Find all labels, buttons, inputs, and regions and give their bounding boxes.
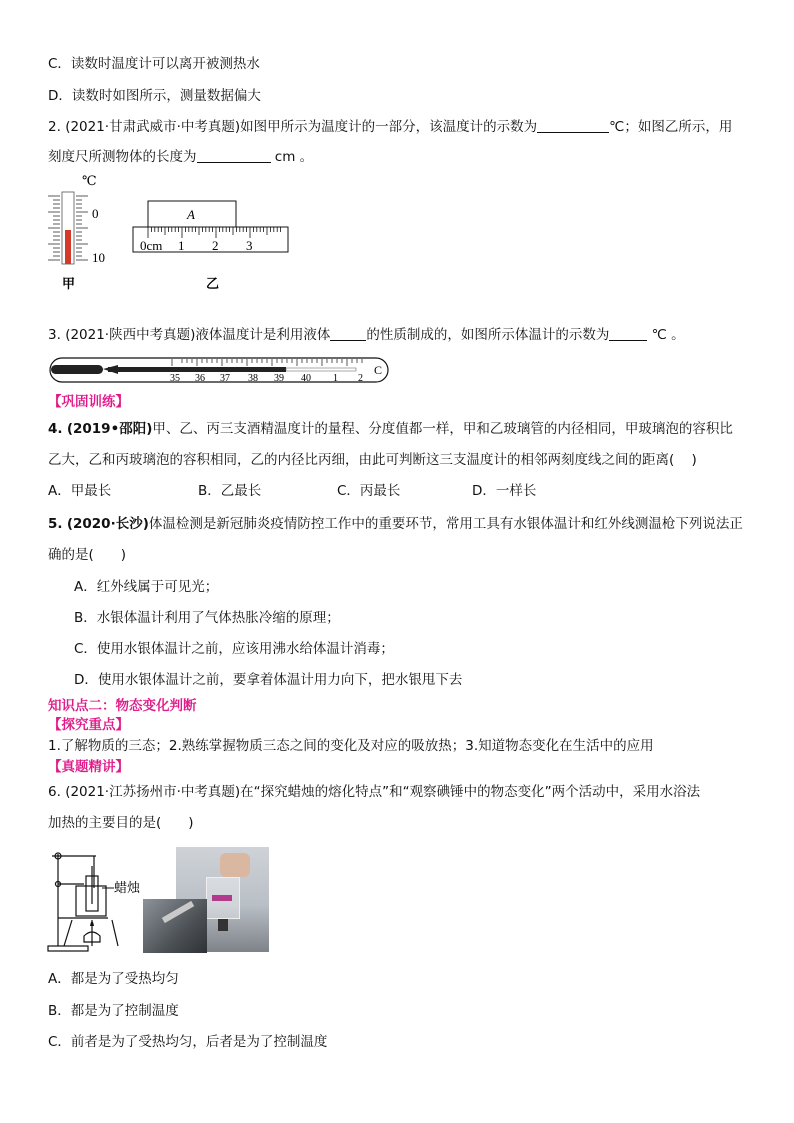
mercury-column [108, 367, 286, 372]
flame-icon [90, 921, 94, 926]
q6-line2: 加热的主要目的是( ) [48, 815, 194, 831]
candle-label: 蜡烛 [114, 880, 141, 895]
q1-option-d: D．读数时如图所示，测量数据偏大 [48, 88, 261, 104]
block-label: A [187, 207, 195, 222]
q6-line1 [48, 783, 700, 801]
question-number: 5. [48, 516, 63, 532]
q3-line [48, 326, 685, 344]
q4-line1 [48, 420, 733, 438]
q5-option-d: D．使用水银体温计之前，要拿着体温计用力向下，把水银甩下去 [74, 672, 463, 688]
q2-text-c: 刻度尺所测物体的长度为 [48, 149, 197, 165]
q6-text-line1: (2021·江苏扬州市·中考真题)在“探究蜡烛的熔化特点”和“观察碘锤中的物态变化”两个活动中，采用水浴法 [65, 784, 701, 800]
ruler-tick-0cm: 0cm [140, 238, 163, 253]
tick-label-39: 39 [274, 373, 284, 384]
q2-text-b: ℃；如图乙所示，用 [609, 119, 733, 135]
question-number: 4. [48, 421, 63, 437]
scale-label-10: 10 [92, 250, 105, 265]
q2-text-d: cm 。 [274, 149, 314, 165]
q4-text-line2: 乙大，乙和丙玻璃泡的容积相同，乙的内径比丙细，由此可判断这三支温度计的相邻两刻度线之间的距离( [48, 452, 675, 468]
q4-text-line1: 甲、乙、丙三支酒精温度计的量程、分度值都一样，甲和乙玻璃管的内径相同，甲玻璃泡的容积比 [152, 421, 733, 437]
question-number: 3. [48, 327, 61, 343]
section-heading-zhenti: 【真题精讲】 [48, 759, 129, 775]
unit-label: ℃ [82, 173, 97, 188]
answer-blank [330, 326, 366, 341]
q5-option-c: C．使用水银体温计之前，应该用沸水给体温计消毒； [74, 641, 394, 657]
q5-line1 [48, 515, 743, 533]
answer-blank [609, 326, 647, 341]
answer-blank [197, 148, 271, 163]
q2-line2 [48, 148, 313, 166]
q5-text-line1: 体温检测是新冠肺炎疫情防控工作中的重要环节，常用工具有水银体温计和红外线测温枪下列说法正 [148, 516, 743, 532]
q5-source: (2020·长沙) [66, 516, 149, 532]
section-heading-gonggu: 【巩固训练】 [48, 394, 129, 410]
ruler-tick-2: 2 [212, 238, 219, 253]
key-points-text: 1.了解物质的三态；2.熟练掌握物质三态之间的变化及对应的吸放热；3.知道物态变化在生活中的应用 [48, 738, 654, 754]
q5-line2: 确的是( ) [48, 547, 127, 563]
q4-source: (2019•邵阳) [66, 421, 153, 437]
tick-label-36: 36 [195, 373, 205, 384]
ruler-tick-1: 1 [178, 238, 185, 253]
tick-label-1: 1 [333, 373, 338, 384]
tick-label-35: 35 [170, 373, 180, 384]
tick-label-37: 37 [220, 373, 230, 384]
ruler-tick-3: 3 [246, 238, 253, 253]
thermometer-bulb [51, 365, 103, 374]
q4-option-b: B．乙最长 [198, 483, 262, 499]
q4-option-c: C．丙最长 [337, 483, 401, 499]
q3-text-a: (2021·陕西中考真题)液体温度计是利用液体 [65, 327, 331, 343]
q3-text-c: ℃ 。 [651, 327, 685, 343]
q2-text-a: (2021·甘肃武威市·中考真题)如图甲所示为温度计的一部分，该温度计的示数为 [65, 119, 538, 135]
figure-caption-yi: 乙 [206, 276, 220, 291]
inset-photo [143, 899, 207, 953]
unit-label: C [374, 363, 383, 377]
thermometer-figure-jia [44, 172, 124, 297]
q6-option-c: C．前者是为了受热均匀，后者是为了控制温度 [48, 1034, 328, 1050]
tick-label-2: 2 [358, 373, 363, 384]
knowledge-point-title: 知识点二：物态变化判断 [48, 698, 197, 714]
q3-text-b: 的性质制成的，如图所示体温计的示数为 [366, 327, 610, 343]
q6-option-b: B．都是为了控制温度 [48, 1003, 179, 1019]
ruler-figure-yi [128, 196, 298, 296]
question-number: 2. [48, 119, 61, 135]
q4-option-d: D．一样长 [472, 483, 537, 499]
question-number: 6. [48, 784, 61, 800]
tick-label-38: 38 [248, 373, 258, 384]
iodine-vapor-icon [212, 895, 232, 901]
figure-caption-jia: 甲 [62, 276, 76, 291]
tick-label-40: 40 [301, 373, 311, 384]
clinical-thermometer [48, 355, 393, 387]
q4-option-a: A．甲最长 [48, 483, 112, 499]
liquid-column [65, 230, 71, 264]
scale-label-0: 0 [92, 206, 99, 221]
q1-option-c: C．读数时温度计可以离开被测热水 [48, 56, 260, 72]
section-heading-tanjiu: 【探究重点】 [48, 717, 129, 733]
hand-icon [220, 853, 250, 877]
answer-blank [537, 118, 609, 133]
q4-line2: 乙大，乙和丙玻璃泡的容积相同，乙的内径比丙细，由此可判断这三支温度计的相邻两刻度线之间的距离( ) [48, 452, 697, 468]
q5-option-b: B．水银体温计利用了气体热胀冷缩的原理； [74, 610, 340, 626]
q6-option-a: A．都是为了受热均匀 [48, 971, 179, 987]
q2-line1 [48, 118, 732, 136]
q5-option-a: A．红外线属于可见光； [74, 579, 219, 595]
